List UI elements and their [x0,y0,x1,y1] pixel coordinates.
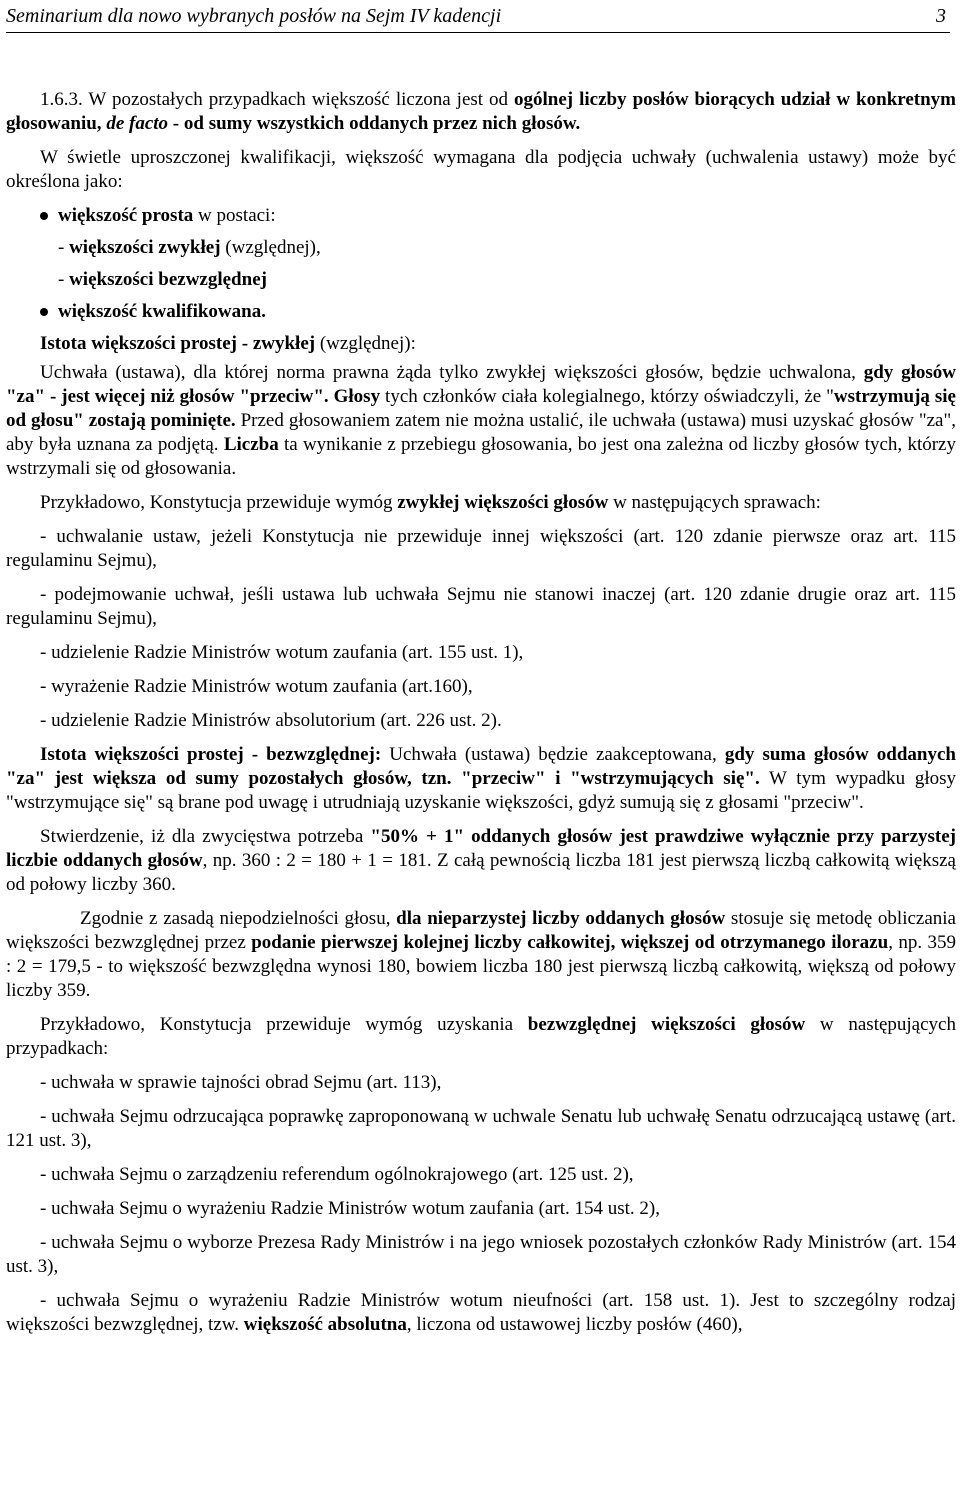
running-header [6,0,950,33]
text: - [58,237,70,258]
bullet-item-qualified-majority [40,300,956,324]
text: Przykładowo, Konstytucja przewiduje wymóg [40,492,398,513]
text: , liczona od ustawowej liczby posłów (460), [406,1314,743,1335]
list-item: - uchwała Sejmu o wyrażeniu Radzie Ministrów wotum zaufania (art. 154 ust. 2), [40,1198,660,1219]
list-item: - podejmowanie uchwał, jeśli ustawa lub uchwała Sejmu nie stanowi inaczej (art. 120 zdanie drugie oraz art. 115 regulaminu Sejmu), [6,584,956,629]
heading-simple-relative [6,332,956,356]
text: - [58,269,70,290]
text: , np. 359 : 2 = 179,5 - to większość bezwzględna wynosi 180, bowiem liczba 180 jest pierwszą liczbą całkowitą, większą od połowy liczby 359. [6,932,957,1001]
list-item: - uchwała Sejmu o zarządzeniu referendum ogólnokrajowego (art. 125 ust. 2), [40,1164,634,1185]
paragraph-constitution-absolute [6,1013,956,1061]
paragraph-classification: W świetle uproszczonej kwalifikacji, większość wymagana dla podjęcia uchwały (uchwalenia ustawy) może być określona jako: [6,147,956,192]
list-item-absolute-majority [6,1289,956,1337]
bold-text: Liczba [223,434,279,455]
text: (względnej), [220,237,321,258]
bold-text: Istota większości prostej - bezwzględnej: [40,744,382,765]
list-item: - uchwała w sprawie tajności obrad Sejmu (art. 113), [40,1072,442,1093]
text: Przykładowo, Konstytucja przewiduje wymóg uzyskania [40,1014,528,1035]
list-item: - uchwała Sejmu odrzucająca poprawkę zaproponowaną w uchwale Senatu lub uchwałę Senatu odrzucającą ustawę (art. 121 ust. 3), [6,1106,956,1151]
bold-text: gdy suma głosów oddanych "za" jest większa od sumy pozostałych głosów, tzn. "przeciw" i "wstrzymujących się". [6,744,956,789]
text: stosuje się metodę obliczania większości bezwzględnej przez [6,908,956,953]
document-body [6,88,956,1347]
bold-text: "50% + 1" oddanych głosów jest prawdziwe wyłącznie przy parzystej liczbie oddanych głosów [6,826,957,871]
text: (względnej): [315,333,416,354]
bullet-item-simple-majority [40,204,956,228]
bold-text: zwykłej większości głosów [397,492,609,513]
page-number: 3 [936,5,946,27]
paragraph-fifty-plus-one [6,825,956,897]
bold-text: większość kwalifikowana. [58,301,266,322]
text: , np. 360 : 2 = 180 + 1 = 181. Z całą pewnością liczba 181 jest pierwszą liczbą całkowitą większą od połowy liczby 360. [6,850,956,895]
bold-text: dla nieparzystej liczby oddanych głosów [396,908,726,929]
header-title: Seminarium dla nowo wybranych posłów na Sejm IV kadencji [6,5,502,27]
list-item: - udzielenie Radzie Ministrów absolutorium (art. 226 ust. 2). [40,710,502,731]
text: Zgodnie z zasadą niepodzielności głosu, [80,908,397,929]
text: W pozostałych przypadkach większość liczona jest od [82,89,515,110]
text: Stwierdzenie, iż dla zwycięstwa potrzeba [40,826,371,847]
text: w postaci: [193,205,276,226]
bold-text: większości bezwzględnej [69,269,267,290]
bold-text: wstrzymują się od głosu" zostają pominięte. [6,386,956,431]
paragraph-1-6-3 [6,88,956,136]
bold-text: ogólnej liczby posłów biorących udział w konkretnym głosowaniu, [6,89,957,134]
bold-text: gdy głosów "za" - jest więcej niż głosów "przeciw". Głosy [6,362,956,407]
list-item: - uchwała Sejmu o wyborze Prezesa Rady Ministrów i na jego wniosek pozostałych członków Rady Ministrów (art. 154 ust. 3), [6,1232,956,1277]
text: Przed głosowaniem zatem nie można ustalić, ile uchwała (ustawa) musi uzyskać głosów "za", aby była uznana za podjętą. [6,410,956,455]
sub-item-relative-majority [58,236,956,260]
bold-text: - od sumy wszystkich oddanych przez nich głosów. [168,113,581,134]
bold-text: Istota większości prostej - zwykłej [40,333,316,354]
bold-text: bezwzględnej większości głosów [527,1014,806,1035]
sub-item-absolute-majority [58,268,956,292]
bold-text: podanie pierwszej kolejnej liczby całkowitej, większej od otrzymanego ilorazu [251,932,889,953]
paragraph-simple-absolute [6,743,956,815]
text: Uchwała (ustawa) będzie zaakceptowana, [381,744,725,765]
bold-text: większości zwykłej [69,237,221,258]
text: w następujących przypadkach: [6,1014,956,1059]
section-number: 1.6.3. [40,89,83,110]
italic-text: de facto [106,113,169,134]
text: ta wynikanie z przebiegu głosowania, bo jest ona zależna od liczby głosów tych, którzy wstrzymali się od głosowania. [6,434,956,479]
paragraph-odd-votes [6,907,956,1003]
text: tych członków ciała kolegialnego, którzy oświadczyli, że " [380,386,834,407]
list-item: - uchwalanie ustaw, jeżeli Konstytucja nie przewiduje innej większości (art. 120 zdanie pierwsze oraz art. 115 regulaminu Sejmu), [6,526,956,571]
list-item: - udzielenie Radzie Ministrów wotum zaufania (art. 155 ust. 1), [40,642,524,663]
paragraph-simple-relative [6,361,956,481]
bold-text: większość absolutna [243,1314,407,1335]
text: - uchwała Sejmu o wyrażeniu Radzie Ministrów wotum nieufności (art. 158 ust. 1). Jest to szczególny rodzaj większości bezwzględnej, tzw. [6,1290,956,1335]
text: W tym wypadku głosy "wstrzymujące się" są brane pod uwagę i utrudniają uzyskanie większości, gdyż sumują się z głosami "przeciw". [6,768,956,813]
paragraph-constitution-simple [6,491,956,515]
bold-text: większość prosta [58,205,194,226]
text: Uchwała (ustawa), dla której norma prawna żąda tylko zwykłej większości głosów, będzie uchwalona, [40,362,864,383]
text: w następujących sprawach: [608,492,821,513]
list-item: - wyrażenie Radzie Ministrów wotum zaufania (art.160), [40,676,473,697]
